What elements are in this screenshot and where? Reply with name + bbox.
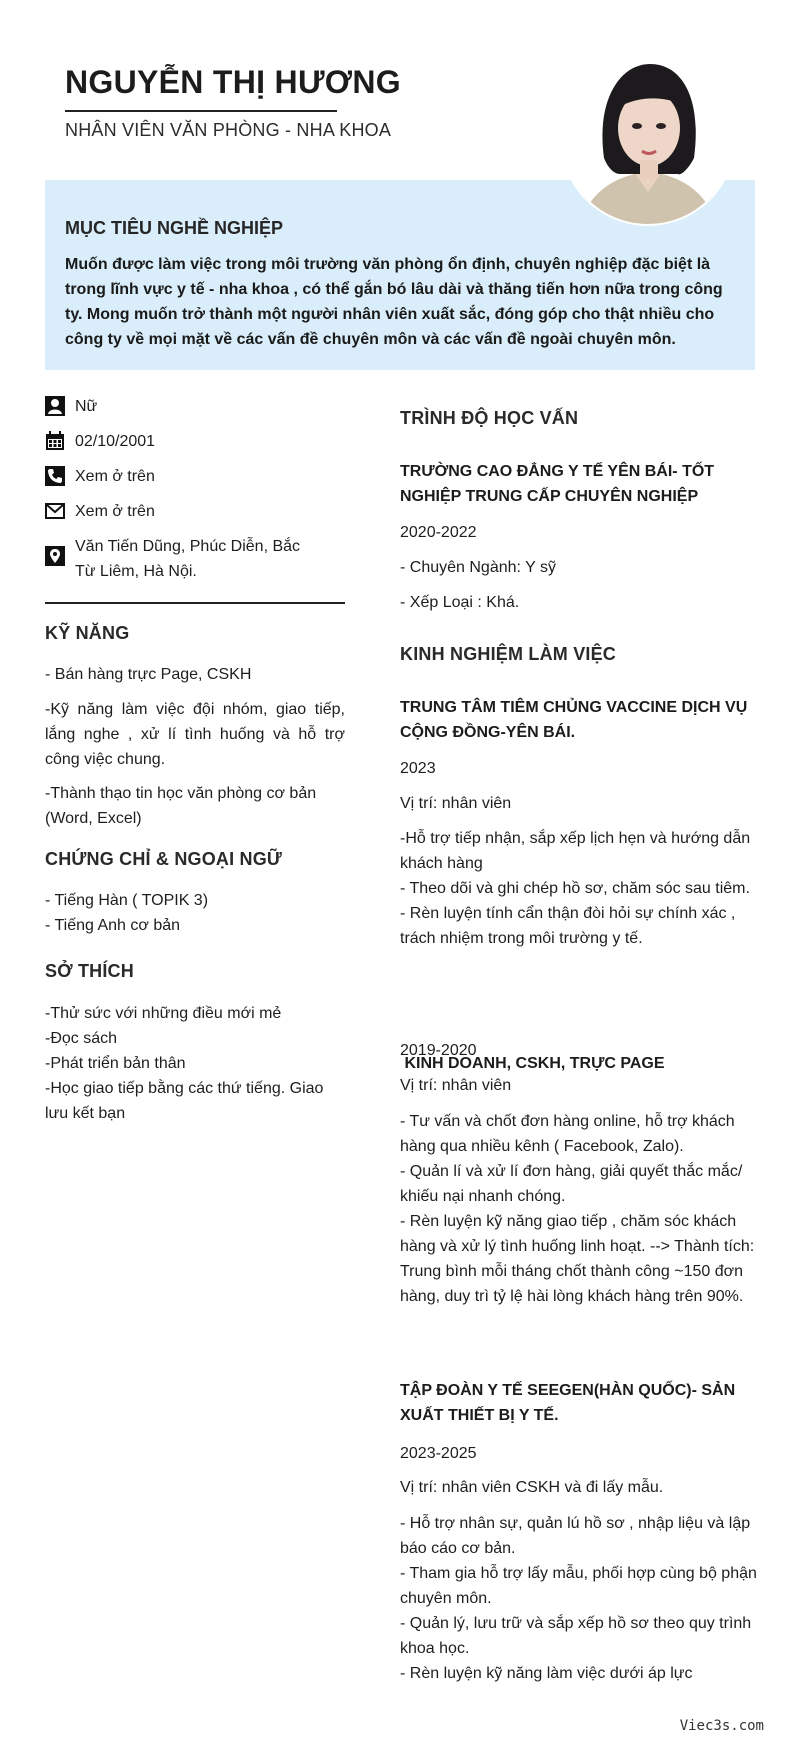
email-value: Xem ở trên (75, 503, 155, 520)
job-duties (400, 1109, 760, 1309)
duty-item: - Hỗ trợ nhân sự, quản lú hồ sơ , nhập liệu và lập báo cáo cơ bản. (400, 1515, 751, 1557)
address-line: Văn Tiến Dũng, Phúc Diễn, Bắc (75, 538, 301, 555)
objective-line: trong lĩnh vực y tế - nha khoa , có thể gắn bó lâu dài và thăng tiến hơn nữa trong công (65, 281, 723, 298)
gender-row (45, 394, 365, 419)
job-title: NHÂN VIÊN VĂN PHÒNG - NHA KHOA (65, 120, 392, 140)
site-watermark: Viec3s.com (679, 1718, 764, 1734)
duty-item: - Quản lý, lưu trữ và sắp xếp hồ sơ theo quy trình khoa học. (400, 1615, 752, 1657)
company-line: XUẤT THIẾT BỊ Y TẾ. (400, 1407, 559, 1424)
job-position: Vị trí: nhân viên (400, 795, 512, 812)
education-heading: TRÌNH ĐỘ HỌC VẤN (400, 408, 579, 428)
job-period: 2023 (400, 760, 436, 777)
education-period: 2020-2022 (400, 524, 477, 541)
objective-line: công ty về mọi mặt về các vấn đề chuyên môn và các vấn đề ngoài chuyên môn. (65, 331, 676, 348)
gender-value: Nữ (75, 398, 98, 415)
duty-item: - Rèn luyện kỹ năng giao tiếp , chăm sóc khách hàng và xử lý tình huống linh hoạt. --> Thành tích: Trung bình mỗi tháng chốt thành công ~150 đơn hàng, duy trì tỷ lệ hài lòng khách hàng trên 90%. (400, 1213, 755, 1305)
job-period: 2019-2020 (400, 1042, 477, 1059)
address-row (45, 534, 365, 584)
certificates-list (45, 888, 345, 938)
skills-heading: KỸ NĂNG (45, 623, 130, 643)
skill-item: -Thành thạo tin học văn phòng cơ bản (Word, Excel) (45, 785, 317, 827)
phone-icon (45, 466, 65, 486)
profile-photo (560, 50, 736, 226)
job-company (400, 1378, 760, 1428)
school-name (400, 459, 760, 509)
phone-value: Xem ở trên (75, 468, 155, 485)
skill-item: -Kỹ năng làm việc đội nhóm, giao tiếp, lắng nghe , xử lí tình huống và hỗ trợ công việc chung. (45, 701, 345, 768)
experience-heading: KINH NGHIỆM LÀM VIỆC (400, 644, 617, 664)
hobbies-list (45, 1001, 345, 1126)
certificate-item: - Tiếng Anh cơ bản (45, 917, 181, 934)
location-pin-icon (45, 546, 65, 566)
duty-item: - Rèn luyện kỹ năng làm việc dưới áp lực (400, 1665, 693, 1682)
hobbies-heading: SỞ THÍCH (45, 961, 134, 981)
duty-item: - Quản lí và xử lí đơn hàng, giải quyết thắc mắc/ khiếu nại nhanh chóng. (400, 1163, 743, 1205)
duty-item: - Tư vấn và chốt đơn hàng online, hỗ trợ khách hàng qua nhiều kênh ( Facebook, Zalo). (400, 1113, 735, 1155)
duty-item: - Tham gia hỗ trợ lấy mẫu, phối hợp cùng bộ phận chuyên môn. (400, 1565, 757, 1607)
school-line: TRƯỜNG CAO ĐẲNG Y TẾ YÊN BÁI- TỐT (400, 463, 715, 480)
company-line: TRUNG TÂM TIÊM CHỦNG VACCINE DỊCH VỤ (400, 699, 748, 716)
education-rank: - Xếp Loại : Khá. (400, 594, 520, 611)
section-divider (45, 602, 345, 604)
job-duties (400, 826, 760, 951)
hobby-item: -Thử sức với những điều mới mẻ (45, 1005, 282, 1022)
hobby-item: -Đọc sách (45, 1030, 118, 1047)
duty-item: - Rèn luyện tính cẩn thận đòi hỏi sự chính xác , trách nhiệm trong môi trường y tế. (400, 905, 736, 947)
mail-icon (45, 501, 65, 521)
certificate-item: - Tiếng Hàn ( TOPIK 3) (45, 892, 209, 909)
job-company (400, 695, 760, 745)
company-line: TẬP ĐOÀN Y TẾ SEEGEN(HÀN QUỐC)- SẢN (400, 1382, 736, 1399)
education-major: - Chuyên Ngành: Y sỹ (400, 559, 556, 576)
calendar-icon (45, 431, 65, 451)
skill-item: - Bán hàng trực Page, CSKH (45, 666, 252, 683)
objective-line: ty. Mong muốn trở thành một người nhân viên xuất sắc, đóng góp cho thật nhiều cho (65, 306, 715, 323)
hobby-item: -Phát triển bản thân (45, 1055, 186, 1072)
hobby-item: -Học giao tiếp bằng các thứ tiếng. Giao lưu kết bạn (45, 1080, 324, 1122)
person-icon (45, 396, 65, 416)
address-line: Từ Liêm, Hà Nội. (75, 563, 197, 580)
job-period: 2023-2025 (400, 1445, 477, 1462)
name-underline (65, 110, 337, 112)
company-line: CỘNG ĐỒNG-YÊN BÁI. (400, 724, 576, 741)
job-duties (400, 1511, 760, 1686)
job-position: Vị trí: nhân viên CSKH và đi lấy mẫu. (400, 1479, 664, 1496)
company-line: KINH DOANH, CSKH, TRỰC PAGE (400, 1055, 665, 1072)
candidate-name: NGUYỄN THỊ HƯƠNG (65, 64, 401, 100)
address-value (75, 534, 300, 584)
school-line: NGHIỆP TRUNG CẤP CHUYÊN NGHIỆP (400, 488, 699, 505)
job-position: Vị trí: nhân viên (400, 1077, 512, 1094)
duty-item: -Hỗ trợ tiếp nhận, sắp xếp lịch hẹn và hướng dẫn khách hàng (400, 830, 751, 872)
phone-row (45, 464, 365, 489)
certificates-heading: CHỨNG CHỈ & NGOẠI NGỮ (45, 849, 283, 869)
objective-line: Muốn được làm việc trong môi trường văn phòng ổn định, chuyên nghiệp đặc biệt là (65, 256, 711, 273)
birthday-value: 02/10/2001 (75, 433, 156, 450)
objective-heading: MỤC TIÊU NGHỀ NGHIỆP (65, 218, 284, 238)
duty-item: - Theo dõi và ghi chép hồ sơ, chăm sóc sau tiêm. (400, 880, 750, 897)
birthday-row (45, 429, 365, 454)
email-row (45, 499, 365, 524)
objective-text (65, 252, 735, 352)
